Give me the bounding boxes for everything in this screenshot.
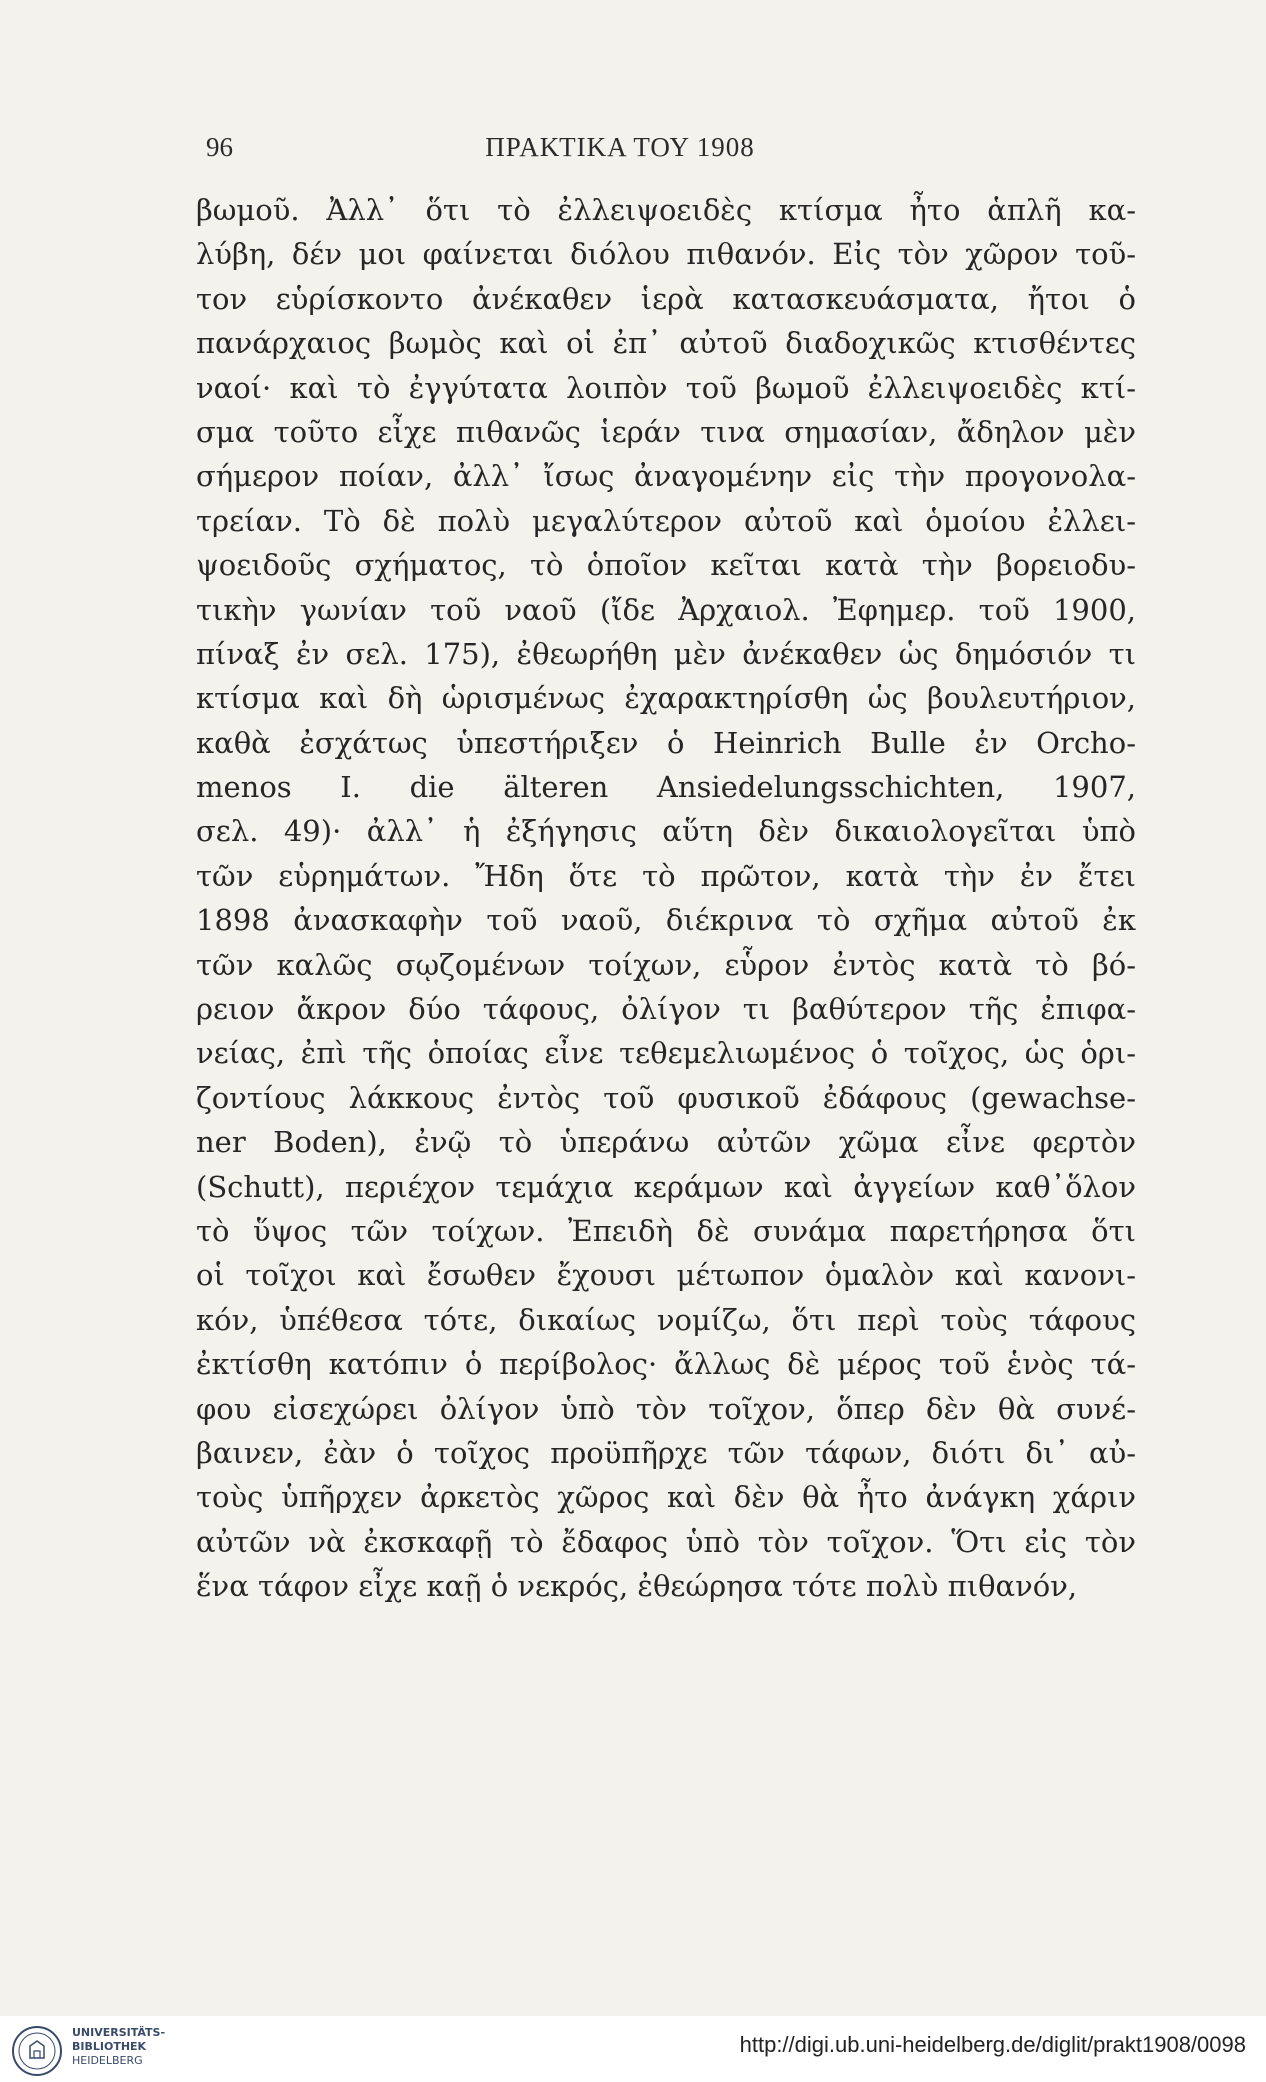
page-number: 96 — [206, 132, 233, 162]
text-line: τοὺς ὑπῆρχεν ἀρκετὸς χῶρος καὶ δὲν θὰ ἦτο ἀνάγκη χάριν — [196, 1480, 1136, 1515]
library-line-3: HEIDELBERG — [72, 2054, 143, 2067]
text-line: σήμερον ποίαν, ἀλλ᾽ ἴσως ἀναγομένην εἰς τὴν προγονολα- — [196, 459, 1136, 494]
footer-bar — [0, 2016, 1266, 2082]
source-url-link[interactable]: http://digi.ub.uni-heidelberg.de/diglit/prakt1908/0098 — [739, 2032, 1246, 2057]
text-line: ψοειδοῦς σχήματος, τὸ ὁποῖον κεῖται κατὰ τὴν βορειοδυ- — [196, 548, 1136, 583]
text-line: ρειον ἄκρον δύο τάφους, ὀλίγον τι βαθύτερον τῆς ἐπιφα- — [196, 992, 1136, 1027]
body-text — [196, 188, 1136, 1609]
text-line: βωμοῦ. Ἀλλ᾽ ὅτι τὸ ἐλλειψοειδὲς κτίσμα ἦτο ἁπλῆ κα- — [196, 193, 1136, 227]
text-line: ναοί· καὶ τὸ ἐγγύτατα λοιπὸν τοῦ βωμοῦ ἐλλειψοειδὲς κτί- — [196, 370, 1136, 405]
text-line: 1898 ἀνασκαφὴν τοῦ ναοῦ, διέκρινα τὸ σχῆμα αὐτοῦ ἐκ — [196, 903, 1136, 938]
library-line-1: UNIVERSITÄTS- — [72, 2026, 166, 2039]
text-line: ζοντίους λάκκους ἐντὸς τοῦ φυσικοῦ ἐδάφους (gewachse- — [196, 1080, 1136, 1115]
text-line: τρείαν. Τὸ δὲ πολὺ μεγαλύτερον αὐτοῦ καὶ ὁμοίου ἐλλει- — [196, 503, 1136, 538]
text-line: τὸ ὕψος τῶν τοίχων. Ἐπειδὴ δὲ συνάμα παρετήρησα ὅτι — [196, 1213, 1136, 1248]
page-header — [206, 132, 1034, 168]
text-line: οἱ τοῖχοι καὶ ἔσωθεν ἔχουσι μέτωπον ὁμαλὸν καὶ κανονι- — [196, 1258, 1136, 1293]
text-line: φου εἰσεχώρει ὀλίγον ὑπὸ τὸν τοῖχον, ὅπερ δὲν θὰ συνέ- — [196, 1391, 1136, 1426]
text-line: βαινεν, ἐὰν ὁ τοῖχος προϋπῆρχε τῶν τάφων, διότι δι᾽ αὐ- — [196, 1435, 1136, 1470]
text-line: ἐκτίσθη κατόπιν ὁ περίβολος· ἄλλως δὲ μέρος τοῦ ἑνὸς τά- — [196, 1347, 1136, 1382]
text-line: ἕνα τάφον εἶχε καῇ ὁ νεκρός, ἐθεώρησα τότε πολὺ πιθανόν, — [196, 1569, 1078, 1604]
text-line: πίναξ ἐν σελ. 175), ἐθεωρήθη μὲν ἀνέκαθεν ὡς δημόσιόν τι — [196, 636, 1136, 671]
text-line: καθὰ ἐσχάτως ὑπεστήριξεν ὁ Heinrich Bulle ἐν Orcho- — [196, 725, 1136, 760]
text-line: κτίσμα καὶ δὴ ὡρισμένως ἐχαρακτηρίσθη ὡς βουλευτήριον, — [196, 681, 1136, 716]
text-line: (Schutt), περιέχον τεμάχια κεράμων καὶ ἀγγείων καθ᾽ὅλον — [196, 1169, 1136, 1204]
text-line: σελ. 49)· ἀλλ᾽ ἡ ἐξήγησις αὕτη δὲν δικαιολογεῖται ὑπὸ — [196, 814, 1136, 849]
university-seal-icon — [10, 2024, 64, 2078]
running-title: ΠΡΑΚΤΙΚΑ ΤΟΥ 1908 — [485, 132, 755, 162]
text-line: λύβη, δέν μοι φαίνεται διόλου πιθανόν. Εἰς τὸν χῶρον τοῦ- — [196, 237, 1136, 272]
text-line: αὐτῶν νὰ ἐκσκαφῇ τὸ ἔδαφος ὑπὸ τὸν τοῖχον. Ὅτι εἰς τὸν — [196, 1524, 1136, 1559]
text-line: τῶν εὑρημάτων. Ἤδη ὅτε τὸ πρῶτον, κατὰ τὴν ἐν ἔτει — [196, 858, 1136, 893]
text-line: ner Boden), ἐνῷ τὸ ὑπεράνω αὐτῶν χῶμα εἶνε φερτὸν — [196, 1125, 1136, 1160]
text-line: τῶν καλῶς σῳζομένων τοίχων, εὗρον ἐντὸς κατὰ τὸ βό- — [196, 947, 1136, 982]
text-line: menos I. die älteren Ansiedelungsschichten, 1907, — [196, 770, 1136, 805]
text-line: νείας, ἐπὶ τῆς ὁποίας εἶνε τεθεμελιωμένος ὁ τοῖχος, ὡς ὁρι- — [196, 1036, 1136, 1071]
text-line: κόν, ὑπέθεσα τότε, δικαίως νομίζω, ὅτι περὶ τοὺς τάφους — [196, 1302, 1136, 1337]
text-line: πανάρχαιος βωμὸς καὶ οἱ ἐπ᾽ αὐτοῦ διαδοχικῶς κτισθέντες — [196, 326, 1136, 361]
library-name — [72, 2026, 165, 2068]
text-line: τον εὑρίσκοντο ἀνέκαθεν ἱερὰ κατασκευάσματα, ἤτοι ὁ — [196, 281, 1136, 316]
library-line-2: BIBLIOTHEK — [72, 2040, 147, 2053]
text-line: τικὴν γωνίαν τοῦ ναοῦ (ἴδε Ἀρχαιολ. Ἐφημερ. τοῦ 1900, — [196, 592, 1136, 627]
text-line: σμα τοῦτο εἶχε πιθανῶς ἱεράν τινα σημασίαν, ἄδηλον μὲν — [196, 414, 1136, 449]
